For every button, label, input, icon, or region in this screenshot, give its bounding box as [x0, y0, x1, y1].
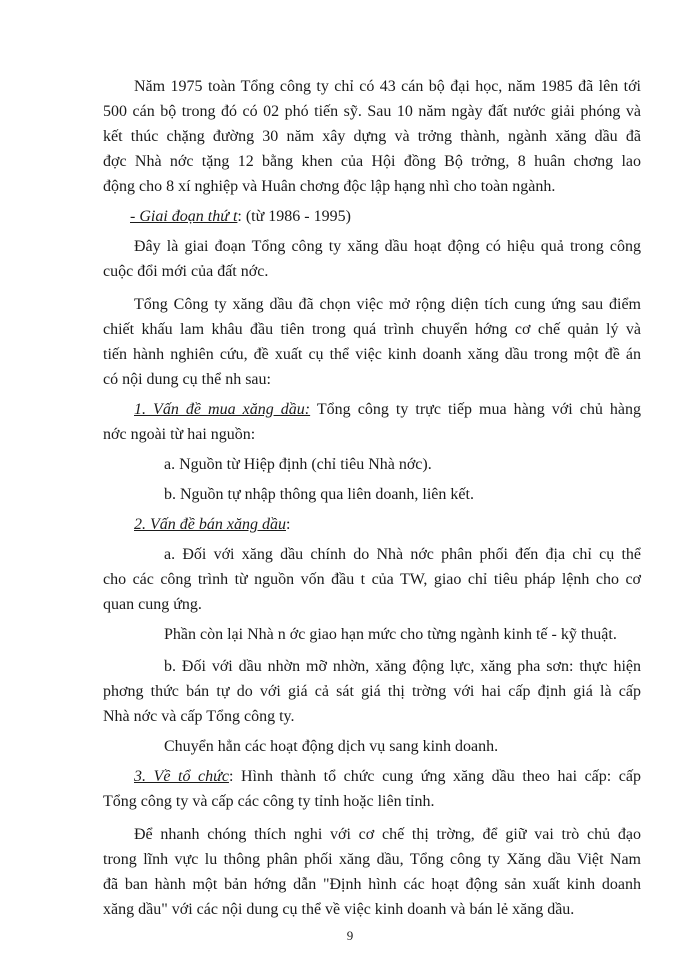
paragraph-2-line-2: cuộc đổi mới của đất nớc. [103, 263, 269, 280]
paragraph-1-line-1: Năm 1975 toàn Tổng công ty chỉ có 43 cán bộ đại học, năm 1985 đã lên tới [134, 78, 641, 95]
item-1-sub-b: b. Nguồn tự nhập thông qua liên doanh, liên kết. [164, 486, 474, 503]
paragraph-1-line-4: đợc Nhà nớc tặng 12 bằng khen của Hội đồng Bộ trởng, 8 huân chơng lao [103, 153, 641, 170]
paragraph-1-line-2: 500 cán bộ trong đó có 02 phó tiến sỹ. Sau 10 năm ngày đất nước giải phóng và [103, 103, 641, 120]
item-1-line-1 [134, 400, 641, 420]
paragraph-4-line-1: Để nhanh chóng thích nghi với cơ chế thị trờng, để giữ vai trò chủ đạo [134, 826, 641, 843]
item-2-transition: Chuyển hẳn các hoạt động dịch vụ sang kinh doanh. [164, 738, 499, 755]
paragraph-3-line-3: tiến hành nghiên cứu, đề xuất cụ thể việc kinh doanh xăng dầu trong một đề án [103, 346, 641, 363]
item-1-sub-a: a. Nguồn từ Hiệp định (chỉ tiêu Nhà nớc). [164, 456, 432, 473]
item-2-sub-b-line-2: phơng thức bán tự do với giá cả sát giá thị trờng với hai cấp định giá là cấp [103, 683, 641, 700]
item-3-line-1 [134, 767, 641, 787]
item-2-sub-a-line-2: cho các công trình từ nguồn vốn đầu t của TW, giao chỉ tiêu pháp lệnh cho cơ [103, 571, 641, 588]
item-1-line-2: nớc ngoài từ hai nguồn: [103, 426, 256, 443]
item-2-sub-b-line-3: Nhà nớc và cấp Tổng công ty. [103, 708, 295, 725]
paragraph-3-line-1: Tổng Công ty xăng dầu đã chọn việc mở rộng diện tích cung ứng sau điểm [134, 296, 641, 313]
item-2-heading-colon: : [285, 516, 291, 533]
paragraph-4-line-4: xăng dầu" với các nội dung cụ thể về việc kinh doanh và bán lẻ xăng dầu. [103, 901, 575, 918]
paragraph-1-line-5: động cho 8 xí nghiệp và Huân chơng độc lập hạng nhì cho toàn ngành. [103, 178, 556, 195]
stage-heading-label: - Giai đoạn thứ t [130, 208, 238, 225]
item-2-sub-a-line-1: a. Đối với xăng dầu chính do Nhà nớc phân phối đến địa chỉ cụ thể [164, 546, 641, 563]
paragraph-3-line-4: có nội dung cụ thể nh sau: [103, 371, 271, 388]
item-2-sub-b-line-1: b. Đối với dầu nhờn mỡ nhờn, xăng động lực, xăng pha sơn: thực hiện [164, 658, 641, 675]
stage-heading-period: : (từ 1986 - 1995) [237, 208, 351, 225]
item-3-heading: 3. Về tổ chức [134, 768, 229, 785]
paragraph-4-line-2: trong lĩnh vực lu thông phân phối xăng dầu, Tổng công ty Xăng dầu Việt Nam [103, 851, 641, 868]
page-number: 9 [346, 928, 354, 943]
item-2-heading: 2. Vấn đề bán xăng dầu [134, 516, 286, 533]
item-2-remainder: Phần còn lại Nhà n ớc giao hạn mức cho từng ngành kinh tế - kỹ thuật. [164, 626, 617, 643]
item-3-line-2: Tổng công ty và cấp các công ty tỉnh hoặc liên tỉnh. [103, 793, 435, 810]
item-1-heading: 1. Vấn đề mua xăng dầu: [134, 401, 311, 418]
paragraph-1-line-3: kết thúc chặng đường 30 năm xây dựng và trởng thành, ngành xăng dầu đã [103, 128, 641, 145]
item-3-line-1-rest: : Hình thành tổ chức cung ứng xăng dầu theo hai cấp: cấp [228, 768, 641, 785]
item-2-heading-line [134, 515, 290, 535]
item-2-sub-a-line-3: quan cung ứng. [103, 596, 202, 613]
stage-heading [130, 207, 351, 227]
paragraph-3-line-2: chiết khấu lam khâu đầu tiên trong quá trình chuyển hớng cơ chế quản lý và [103, 321, 641, 338]
paragraph-4-line-3: đã ban hành một bản hớng dẫn "Định hình các hoạt động sản xuất kinh doanh [103, 876, 641, 893]
item-1-line-1-rest: Tổng công ty trực tiếp mua hàng với chủ hàng [310, 401, 642, 418]
paragraph-2-line-1: Đây là giai đoạn Tổng công ty xăng dầu hoạt động có hiệu quả trong công [134, 238, 641, 255]
